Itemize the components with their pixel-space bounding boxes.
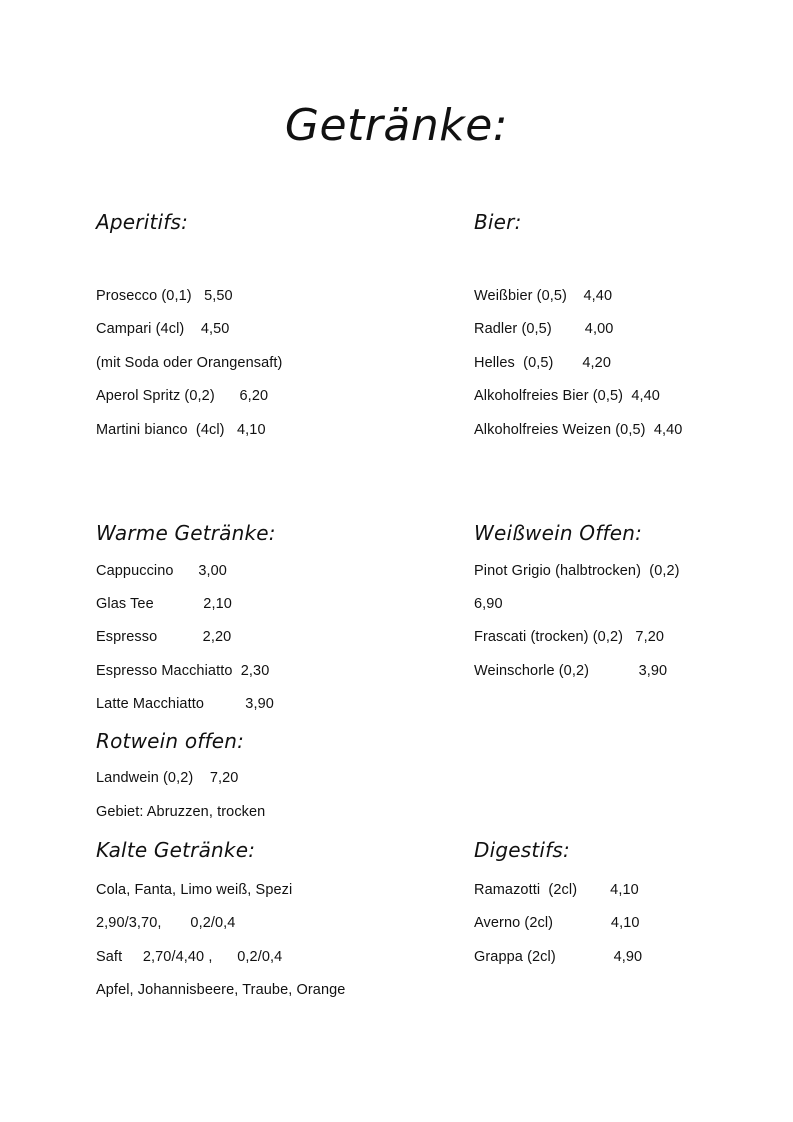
menu-item-softdrinks: Cola, Fanta, Limo weiß, Spezi <box>96 882 293 898</box>
menu-item-aperol-spritz: Aperol Spritz (0,2) 6,20 <box>96 388 269 404</box>
menu-item-saft-sorten: Apfel, Johannisbeere, Traube, Orange <box>96 982 346 998</box>
menu-item-landwein-note: Gebiet: Abruzzen, trocken <box>96 804 266 820</box>
menu-item-espresso: Espresso 2,20 <box>96 629 232 645</box>
section-heading-digestifs: Digestifs: <box>474 838 570 862</box>
section-heading-kalte-getraenke: Kalte Getränke: <box>96 838 256 862</box>
menu-item-helles: Helles (0,5) 4,20 <box>474 355 611 371</box>
menu-item-pinot-grigio-price: 6,90 <box>474 596 503 612</box>
menu-item-ramazotti: Ramazotti (2cl) 4,10 <box>474 882 639 898</box>
menu-item-martini-bianco: Martini bianco (4cl) 4,10 <box>96 422 266 438</box>
menu-item-alkoholfreies-weizen: Alkoholfreies Weizen (0,5) 4,40 <box>474 422 683 438</box>
menu-item-frascati: Frascati (trocken) (0,2) 7,20 <box>474 629 665 645</box>
menu-item-glas-tee: Glas Tee 2,10 <box>96 596 232 612</box>
menu-item-saft: Saft 2,70/4,40 , 0,2/0,4 <box>96 949 283 965</box>
menu-item-softdrinks-price: 2,90/3,70, 0,2/0,4 <box>96 915 236 931</box>
menu-item-cappuccino: Cappuccino 3,00 <box>96 563 227 579</box>
menu-item-latte-macchiatto: Latte Macchiatto 3,90 <box>96 696 274 712</box>
menu-item-campari-note: (mit Soda oder Orangensaft) <box>96 355 283 371</box>
menu-item-weissbier: Weißbier (0,5) 4,40 <box>474 288 613 304</box>
menu-item-radler: Radler (0,5) 4,00 <box>474 321 614 337</box>
menu-item-alkoholfreies-bier: Alkoholfreies Bier (0,5) 4,40 <box>474 388 660 404</box>
menu-item-campari: Campari (4cl) 4,50 <box>96 321 230 337</box>
menu-item-weinschorle: Weinschorle (0,2) 3,90 <box>474 663 668 679</box>
section-heading-warme-getraenke: Warme Getränke: <box>96 521 276 545</box>
section-heading-rotwein-offen: Rotwein offen: <box>96 729 245 753</box>
page-title: Getränke: <box>284 100 509 151</box>
menu-item-grappa: Grappa (2cl) 4,90 <box>474 949 643 965</box>
section-heading-aperitifs: Aperitifs: <box>96 210 189 234</box>
menu-item-pinot-grigio: Pinot Grigio (halbtrocken) (0,2) <box>474 563 680 579</box>
menu-item-landwein: Landwein (0,2) 7,20 <box>96 770 239 786</box>
section-heading-weisswein-offen: Weißwein Offen: <box>474 521 643 545</box>
section-heading-bier: Bier: <box>474 210 522 234</box>
menu-item-prosecco: Prosecco (0,1) 5,50 <box>96 288 233 304</box>
menu-item-averno: Averno (2cl) 4,10 <box>474 915 640 931</box>
menu-item-espresso-macchiatto: Espresso Macchiatto 2,30 <box>96 663 270 679</box>
